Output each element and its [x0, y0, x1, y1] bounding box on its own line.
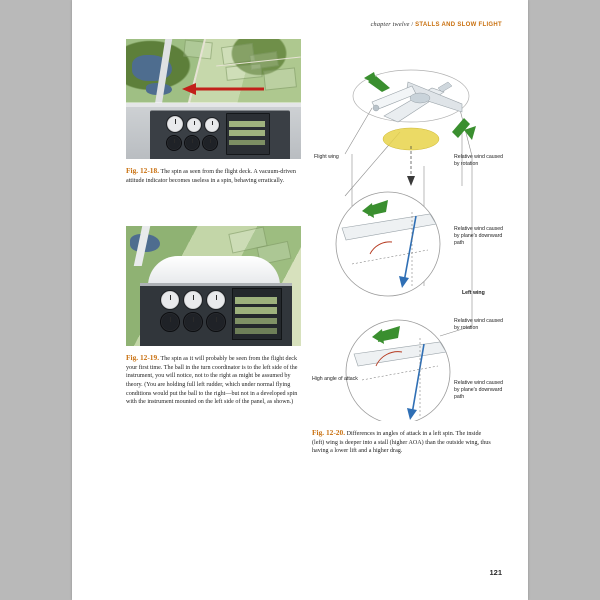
label-relative-wind-rotation-top: Relative wind caused by rotation — [454, 154, 504, 168]
figure-12-18-image — [126, 39, 301, 159]
figure-12-19-image — [126, 226, 301, 346]
running-head — [371, 21, 502, 28]
label-relative-wind-rotation-bottom: Relative wind caused by rotation — [454, 318, 504, 332]
label-flight-wing: Flight wing — [314, 154, 339, 160]
figure-12-19-caption — [126, 353, 302, 407]
downward-path-arrowhead — [407, 176, 415, 186]
page-content — [72, 0, 528, 600]
figure-12-18-text: The spin as seen from the flight deck. A vacuum-driven attitude indicator becomes useless in a spin, behaving erratically. — [126, 169, 296, 184]
figure-12-18-caption — [126, 166, 302, 185]
page-number: 121 — [489, 568, 502, 577]
attitude-indicator — [183, 290, 203, 310]
running-head-title: STALLS AND SLOW FLIGHT — [415, 22, 502, 28]
turn-coordinator — [160, 312, 180, 332]
cockpit-scene-1 — [126, 39, 301, 159]
book-page — [72, 0, 528, 600]
figure-12-18-number: Fig. 12-18. — [126, 166, 160, 175]
radio-display — [235, 297, 277, 304]
figure-12-19-text: The spin as it will probably be seen from the flight deck your first time. The ball in the turn coordinator is to the left side of the instrument, you will notice, not to the right as might be assumed by theory. (You are holding full left rudder, which under normal flying conditions would put the ball to the right—but not in a developed spin with the instrument mounted on the left side of the panel, as shown.) — [126, 356, 298, 406]
vertical-speed-indicator — [206, 312, 226, 332]
altimeter — [206, 290, 226, 310]
figure-12-19-number: Fig. 12-19. — [126, 353, 160, 362]
heading-indicator — [183, 312, 203, 332]
radio-display — [235, 328, 277, 334]
label-left-wing: Left wing — [462, 290, 485, 296]
label-relative-wind-downward-bottom: Relative wind caused by plane's downward path — [454, 380, 504, 401]
figure-12-20-number: Fig. 12-20. — [312, 428, 346, 437]
cockpit-scene-2 — [126, 226, 301, 346]
running-head-separator: / — [411, 21, 414, 28]
airspeed-indicator — [160, 290, 180, 310]
running-head-chapter: chapter twelve — [370, 21, 410, 28]
figure-12-20-text: Differences in angles of attack in a left spin. The inside (left) wing is deeper into a stall (higher AOA) than the outside wing, thus having a lower lift and a higher drag. — [312, 431, 491, 455]
figure-12-20-caption — [312, 428, 492, 456]
label-high-angle-of-attack: High angle of attack — [312, 376, 358, 382]
magnified-wing-circle-top — [336, 192, 440, 296]
panel-highlight — [140, 283, 292, 286]
label-relative-wind-downward-top: Relative wind caused by plane's downward path — [454, 226, 504, 247]
figure-12-20-image — [312, 36, 510, 421]
radio-display — [235, 307, 277, 314]
radio-display — [235, 318, 277, 324]
rotation-arrow-icon — [126, 39, 301, 159]
